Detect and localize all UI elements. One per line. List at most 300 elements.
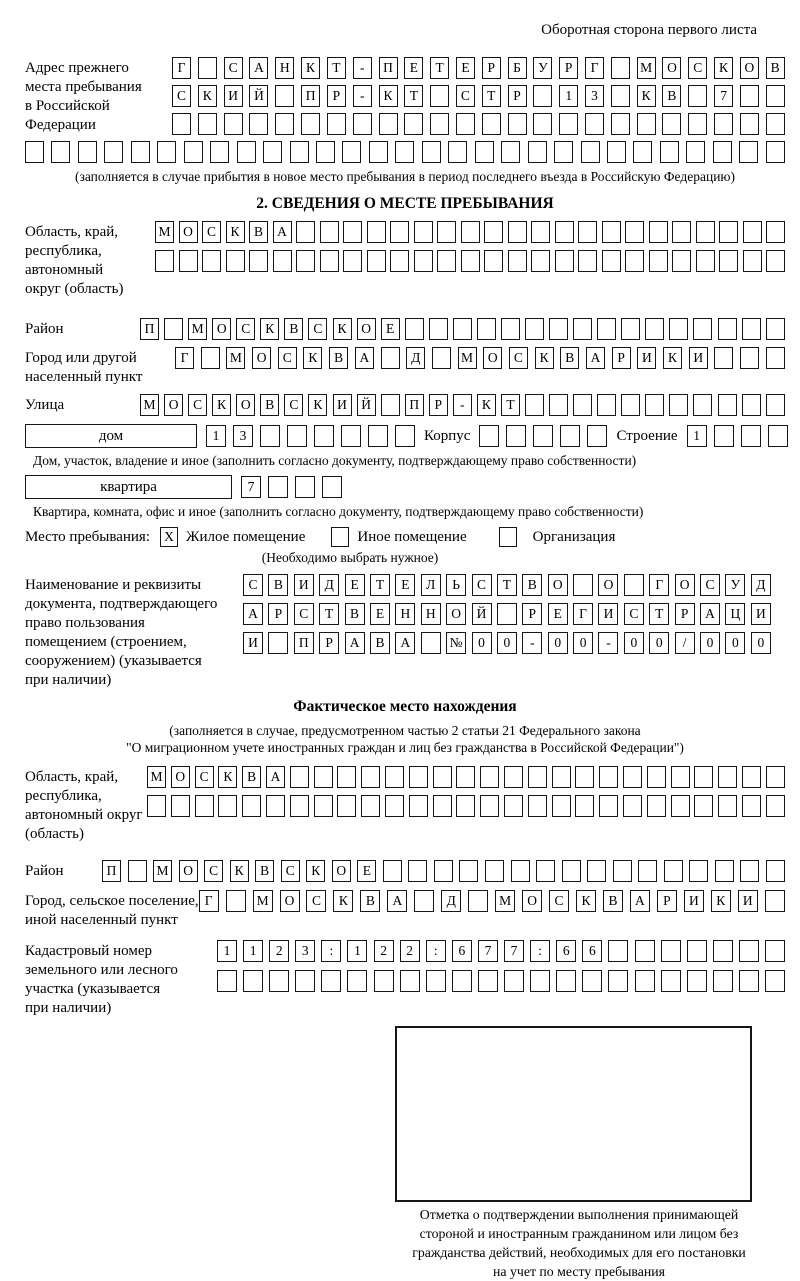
- char-cell[interactable]: [575, 795, 594, 817]
- char-cell[interactable]: [414, 890, 434, 912]
- char-cell[interactable]: [414, 221, 433, 243]
- char-cell[interactable]: [661, 940, 681, 962]
- char-cell[interactable]: В: [260, 394, 279, 416]
- char-cell[interactable]: [405, 318, 424, 340]
- char-cell[interactable]: [552, 795, 571, 817]
- char-cell[interactable]: Р: [327, 85, 346, 107]
- char-cell[interactable]: №: [446, 632, 466, 654]
- char-cell[interactable]: [647, 795, 666, 817]
- char-cell[interactable]: [128, 860, 147, 882]
- char-cell[interactable]: [689, 860, 708, 882]
- char-cell[interactable]: [343, 221, 362, 243]
- char-cell[interactable]: [587, 425, 607, 447]
- actual-district-grid-row[interactable]: [102, 860, 785, 882]
- char-cell[interactable]: [766, 860, 785, 882]
- char-cell[interactable]: [562, 860, 581, 882]
- char-cell[interactable]: [647, 766, 666, 788]
- char-cell[interactable]: [719, 250, 738, 272]
- char-cell[interactable]: -: [353, 85, 372, 107]
- char-cell[interactable]: [260, 425, 280, 447]
- char-cell[interactable]: [739, 970, 759, 992]
- char-cell[interactable]: С: [294, 603, 314, 625]
- char-cell[interactable]: С: [308, 318, 327, 340]
- char-cell[interactable]: А: [630, 890, 650, 912]
- char-cell[interactable]: О: [662, 57, 681, 79]
- street-grid-row[interactable]: [140, 394, 785, 416]
- char-cell[interactable]: И: [751, 603, 771, 625]
- char-cell[interactable]: [587, 860, 606, 882]
- char-cell[interactable]: [715, 860, 734, 882]
- char-cell[interactable]: [266, 795, 285, 817]
- char-cell[interactable]: [578, 221, 597, 243]
- char-cell[interactable]: [429, 318, 448, 340]
- char-cell[interactable]: Р: [319, 632, 339, 654]
- char-cell[interactable]: [766, 250, 785, 272]
- char-cell[interactable]: 6: [556, 940, 576, 962]
- char-cell[interactable]: [295, 476, 315, 498]
- char-cell[interactable]: [290, 766, 309, 788]
- char-cell[interactable]: Т: [501, 394, 520, 416]
- char-cell[interactable]: [131, 141, 150, 163]
- char-cell[interactable]: :: [426, 940, 446, 962]
- char-cell[interactable]: У: [725, 574, 745, 596]
- char-cell[interactable]: Т: [497, 574, 517, 596]
- char-cell[interactable]: [347, 970, 367, 992]
- char-cell[interactable]: [739, 940, 759, 962]
- char-cell[interactable]: О: [252, 347, 271, 369]
- char-cell[interactable]: [198, 113, 217, 135]
- char-cell[interactable]: [508, 250, 527, 272]
- char-cell[interactable]: [688, 113, 707, 135]
- char-cell[interactable]: С: [624, 603, 644, 625]
- char-cell[interactable]: [766, 766, 785, 788]
- char-cell[interactable]: [468, 890, 488, 912]
- char-cell[interactable]: [672, 221, 691, 243]
- char-cell[interactable]: [327, 113, 346, 135]
- char-cell[interactable]: /: [675, 632, 695, 654]
- char-cell[interactable]: [555, 250, 574, 272]
- char-cell[interactable]: У: [533, 57, 552, 79]
- char-cell[interactable]: [765, 940, 785, 962]
- char-cell[interactable]: [624, 574, 644, 596]
- char-cell[interactable]: В: [268, 574, 288, 596]
- char-cell[interactable]: [766, 113, 785, 135]
- char-cell[interactable]: 1: [217, 940, 237, 962]
- char-cell[interactable]: [528, 795, 547, 817]
- char-cell[interactable]: 2: [400, 940, 420, 962]
- char-cell[interactable]: [263, 141, 282, 163]
- char-cell[interactable]: [25, 141, 44, 163]
- char-cell[interactable]: [766, 318, 785, 340]
- char-cell[interactable]: Н: [421, 603, 441, 625]
- char-cell[interactable]: [295, 970, 315, 992]
- char-cell[interactable]: [361, 795, 380, 817]
- char-cell[interactable]: В: [242, 766, 261, 788]
- char-cell[interactable]: В: [249, 221, 268, 243]
- char-cell[interactable]: О: [179, 860, 198, 882]
- char-cell[interactable]: Т: [649, 603, 669, 625]
- char-cell[interactable]: Р: [559, 57, 578, 79]
- char-cell[interactable]: В: [370, 632, 390, 654]
- char-cell[interactable]: 0: [649, 632, 669, 654]
- char-cell[interactable]: [368, 425, 388, 447]
- char-cell[interactable]: [608, 940, 628, 962]
- char-cell[interactable]: [740, 85, 759, 107]
- char-cell[interactable]: Д: [751, 574, 771, 596]
- char-cell[interactable]: [226, 890, 246, 912]
- char-cell[interactable]: [104, 141, 123, 163]
- char-cell[interactable]: П: [405, 394, 424, 416]
- char-cell[interactable]: Г: [172, 57, 191, 79]
- char-cell[interactable]: Е: [456, 57, 475, 79]
- char-cell[interactable]: [51, 141, 70, 163]
- char-cell[interactable]: [625, 221, 644, 243]
- stay-type-checkbox-other[interactable]: [331, 527, 349, 547]
- char-cell[interactable]: [195, 795, 214, 817]
- char-cell[interactable]: Р: [675, 603, 695, 625]
- char-cell[interactable]: [301, 113, 320, 135]
- char-cell[interactable]: [743, 221, 762, 243]
- char-cell[interactable]: С: [456, 85, 475, 107]
- char-cell[interactable]: [649, 250, 668, 272]
- char-cell[interactable]: [621, 318, 640, 340]
- char-cell[interactable]: О: [446, 603, 466, 625]
- char-cell[interactable]: С: [236, 318, 255, 340]
- stay-type-checkbox-organization[interactable]: [499, 527, 517, 547]
- char-cell[interactable]: [765, 890, 785, 912]
- char-cell[interactable]: М: [188, 318, 207, 340]
- char-cell[interactable]: [456, 795, 475, 817]
- char-cell[interactable]: 0: [725, 632, 745, 654]
- char-cell[interactable]: Д: [406, 347, 425, 369]
- char-cell[interactable]: [243, 970, 263, 992]
- char-cell[interactable]: Г: [573, 603, 593, 625]
- char-cell[interactable]: П: [301, 85, 320, 107]
- char-cell[interactable]: [321, 970, 341, 992]
- char-cell[interactable]: [611, 113, 630, 135]
- char-cell[interactable]: [269, 970, 289, 992]
- char-cell[interactable]: [554, 141, 573, 163]
- char-cell[interactable]: [479, 425, 499, 447]
- char-cell[interactable]: 2: [374, 940, 394, 962]
- char-cell[interactable]: [623, 795, 642, 817]
- char-cell[interactable]: П: [140, 318, 159, 340]
- char-cell[interactable]: [433, 795, 452, 817]
- char-cell[interactable]: [480, 795, 499, 817]
- char-cell[interactable]: О: [164, 394, 183, 416]
- char-cell[interactable]: [504, 795, 523, 817]
- char-cell[interactable]: Е: [357, 860, 376, 882]
- char-cell[interactable]: -: [598, 632, 618, 654]
- char-cell[interactable]: [296, 221, 315, 243]
- cadastral-grid-row-1[interactable]: [217, 940, 785, 962]
- char-cell[interactable]: К: [226, 221, 245, 243]
- char-cell[interactable]: Г: [175, 347, 194, 369]
- char-cell[interactable]: 2: [269, 940, 289, 962]
- char-cell[interactable]: [482, 113, 501, 135]
- char-cell[interactable]: [533, 425, 553, 447]
- char-cell[interactable]: К: [212, 394, 231, 416]
- char-cell[interactable]: К: [333, 318, 352, 340]
- char-cell[interactable]: [742, 318, 761, 340]
- char-cell[interactable]: 3: [295, 940, 315, 962]
- char-cell[interactable]: [459, 860, 478, 882]
- char-cell[interactable]: [713, 940, 733, 962]
- char-cell[interactable]: И: [738, 890, 758, 912]
- char-cell[interactable]: [461, 250, 480, 272]
- char-cell[interactable]: [456, 766, 475, 788]
- char-cell[interactable]: [633, 141, 652, 163]
- prev-address-grid-row-3[interactable]: [172, 113, 785, 135]
- char-cell[interactable]: Р: [522, 603, 542, 625]
- char-cell[interactable]: В: [284, 318, 303, 340]
- char-cell[interactable]: 7: [241, 476, 261, 498]
- char-cell[interactable]: [478, 970, 498, 992]
- char-cell[interactable]: 0: [751, 632, 771, 654]
- char-cell[interactable]: С: [195, 766, 214, 788]
- char-cell[interactable]: [511, 860, 530, 882]
- char-cell[interactable]: [694, 766, 713, 788]
- char-cell[interactable]: [528, 766, 547, 788]
- char-cell[interactable]: К: [477, 394, 496, 416]
- char-cell[interactable]: Е: [395, 574, 415, 596]
- char-cell[interactable]: С: [224, 57, 243, 79]
- char-cell[interactable]: С: [204, 860, 223, 882]
- char-cell[interactable]: [485, 860, 504, 882]
- char-cell[interactable]: [531, 250, 550, 272]
- char-cell[interactable]: О: [548, 574, 568, 596]
- char-cell[interactable]: 0: [573, 632, 593, 654]
- char-cell[interactable]: С: [549, 890, 569, 912]
- char-cell[interactable]: М: [253, 890, 273, 912]
- char-cell[interactable]: [504, 970, 524, 992]
- char-cell[interactable]: В: [255, 860, 274, 882]
- char-cell[interactable]: [552, 766, 571, 788]
- char-cell[interactable]: [661, 970, 681, 992]
- char-cell[interactable]: [556, 970, 576, 992]
- char-cell[interactable]: И: [224, 85, 243, 107]
- char-cell[interactable]: [635, 940, 655, 962]
- char-cell[interactable]: [361, 766, 380, 788]
- char-cell[interactable]: 1: [687, 425, 707, 447]
- char-cell[interactable]: [669, 394, 688, 416]
- char-cell[interactable]: [718, 795, 737, 817]
- char-cell[interactable]: [172, 113, 191, 135]
- char-cell[interactable]: [559, 113, 578, 135]
- char-cell[interactable]: [611, 85, 630, 107]
- char-cell[interactable]: О: [280, 890, 300, 912]
- char-cell[interactable]: :: [321, 940, 341, 962]
- char-cell[interactable]: [367, 221, 386, 243]
- char-cell[interactable]: И: [598, 603, 618, 625]
- char-cell[interactable]: [696, 221, 715, 243]
- char-cell[interactable]: В: [360, 890, 380, 912]
- char-cell[interactable]: 3: [233, 425, 253, 447]
- char-cell[interactable]: А: [387, 890, 407, 912]
- char-cell[interactable]: 0: [624, 632, 644, 654]
- char-cell[interactable]: С: [688, 57, 707, 79]
- char-cell[interactable]: Г: [585, 57, 604, 79]
- char-cell[interactable]: [480, 766, 499, 788]
- char-cell[interactable]: [765, 970, 785, 992]
- char-cell[interactable]: [662, 113, 681, 135]
- char-cell[interactable]: [740, 113, 759, 135]
- char-cell[interactable]: [525, 394, 544, 416]
- char-cell[interactable]: П: [379, 57, 398, 79]
- char-cell[interactable]: [672, 250, 691, 272]
- char-cell[interactable]: [623, 766, 642, 788]
- prev-address-grid-row-2[interactable]: [172, 85, 785, 107]
- char-cell[interactable]: [437, 250, 456, 272]
- char-cell[interactable]: К: [711, 890, 731, 912]
- char-cell[interactable]: Р: [508, 85, 527, 107]
- char-cell[interactable]: :: [530, 940, 550, 962]
- char-cell[interactable]: С: [700, 574, 720, 596]
- char-cell[interactable]: М: [155, 221, 174, 243]
- char-cell[interactable]: [409, 766, 428, 788]
- char-cell[interactable]: [741, 425, 761, 447]
- char-cell[interactable]: [573, 394, 592, 416]
- char-cell[interactable]: Е: [345, 574, 365, 596]
- char-cell[interactable]: Т: [430, 57, 449, 79]
- char-cell[interactable]: [369, 141, 388, 163]
- document-grid-row-1[interactable]: [243, 574, 771, 596]
- char-cell[interactable]: [714, 113, 733, 135]
- char-cell[interactable]: [383, 860, 402, 882]
- char-cell[interactable]: [669, 318, 688, 340]
- char-cell[interactable]: [530, 970, 550, 992]
- char-cell[interactable]: С: [509, 347, 528, 369]
- actual-region-grid-row-2[interactable]: [147, 795, 785, 817]
- char-cell[interactable]: [555, 221, 574, 243]
- city-grid-row[interactable]: [175, 347, 785, 369]
- char-cell[interactable]: К: [535, 347, 554, 369]
- char-cell[interactable]: Т: [327, 57, 346, 79]
- char-cell[interactable]: [693, 318, 712, 340]
- char-cell[interactable]: [78, 141, 97, 163]
- char-cell[interactable]: [549, 394, 568, 416]
- char-cell[interactable]: [497, 603, 517, 625]
- char-cell[interactable]: М: [147, 766, 166, 788]
- char-cell[interactable]: [714, 347, 733, 369]
- char-cell[interactable]: М: [458, 347, 477, 369]
- char-cell[interactable]: Е: [404, 57, 423, 79]
- prev-address-grid-row-4[interactable]: [25, 141, 785, 163]
- char-cell[interactable]: [296, 250, 315, 272]
- char-cell[interactable]: [395, 425, 415, 447]
- char-cell[interactable]: [536, 860, 555, 882]
- char-cell[interactable]: [426, 970, 446, 992]
- char-cell[interactable]: К: [576, 890, 596, 912]
- char-cell[interactable]: [671, 795, 690, 817]
- char-cell[interactable]: [433, 766, 452, 788]
- char-cell[interactable]: [582, 970, 602, 992]
- char-cell[interactable]: Т: [370, 574, 390, 596]
- char-cell[interactable]: [718, 394, 737, 416]
- char-cell[interactable]: К: [637, 85, 656, 107]
- char-cell[interactable]: В: [329, 347, 348, 369]
- char-cell[interactable]: Р: [268, 603, 288, 625]
- char-cell[interactable]: [218, 795, 237, 817]
- char-cell[interactable]: О: [598, 574, 618, 596]
- char-cell[interactable]: 6: [582, 940, 602, 962]
- char-cell[interactable]: С: [472, 574, 492, 596]
- char-cell[interactable]: [508, 221, 527, 243]
- char-cell[interactable]: [409, 795, 428, 817]
- char-cell[interactable]: [430, 85, 449, 107]
- char-cell[interactable]: О: [740, 57, 759, 79]
- char-cell[interactable]: [452, 970, 472, 992]
- char-cell[interactable]: Р: [482, 57, 501, 79]
- char-cell[interactable]: [337, 766, 356, 788]
- char-cell[interactable]: Е: [548, 603, 568, 625]
- char-cell[interactable]: В: [345, 603, 365, 625]
- char-cell[interactable]: М: [637, 57, 656, 79]
- char-cell[interactable]: [268, 632, 288, 654]
- char-cell[interactable]: [664, 860, 683, 882]
- char-cell[interactable]: [157, 141, 176, 163]
- char-cell[interactable]: [437, 221, 456, 243]
- char-cell[interactable]: А: [273, 221, 292, 243]
- char-cell[interactable]: [638, 860, 657, 882]
- char-cell[interactable]: [290, 795, 309, 817]
- korpus-grid[interactable]: [479, 425, 607, 447]
- char-cell[interactable]: [621, 394, 640, 416]
- char-cell[interactable]: [320, 250, 339, 272]
- char-cell[interactable]: П: [102, 860, 121, 882]
- char-cell[interactable]: [718, 766, 737, 788]
- char-cell[interactable]: С: [278, 347, 297, 369]
- char-cell[interactable]: [531, 221, 550, 243]
- char-cell[interactable]: [573, 574, 593, 596]
- char-cell[interactable]: [766, 347, 785, 369]
- char-cell[interactable]: [400, 970, 420, 992]
- char-cell[interactable]: [740, 860, 759, 882]
- char-cell[interactable]: [385, 795, 404, 817]
- char-cell[interactable]: [599, 795, 618, 817]
- char-cell[interactable]: Б: [508, 57, 527, 79]
- char-cell[interactable]: Й: [249, 85, 268, 107]
- char-cell[interactable]: О: [675, 574, 695, 596]
- char-cell[interactable]: К: [230, 860, 249, 882]
- char-cell[interactable]: [395, 141, 414, 163]
- char-cell[interactable]: [635, 970, 655, 992]
- char-cell[interactable]: С: [202, 221, 221, 243]
- char-cell[interactable]: [687, 970, 707, 992]
- char-cell[interactable]: [613, 860, 632, 882]
- char-cell[interactable]: -: [522, 632, 542, 654]
- char-cell[interactable]: К: [663, 347, 682, 369]
- char-cell[interactable]: [237, 141, 256, 163]
- char-cell[interactable]: [671, 766, 690, 788]
- char-cell[interactable]: [385, 766, 404, 788]
- char-cell[interactable]: 1: [559, 85, 578, 107]
- char-cell[interactable]: К: [260, 318, 279, 340]
- char-cell[interactable]: К: [303, 347, 322, 369]
- char-cell[interactable]: В: [603, 890, 623, 912]
- char-cell[interactable]: [694, 795, 713, 817]
- char-cell[interactable]: А: [345, 632, 365, 654]
- char-cell[interactable]: О: [332, 860, 351, 882]
- char-cell[interactable]: 7: [504, 940, 524, 962]
- char-cell[interactable]: А: [243, 603, 263, 625]
- char-cell[interactable]: [645, 394, 664, 416]
- actual-city-grid-row[interactable]: [199, 890, 785, 912]
- char-cell[interactable]: О: [522, 890, 542, 912]
- char-cell[interactable]: С: [306, 890, 326, 912]
- char-cell[interactable]: 7: [714, 85, 733, 107]
- char-cell[interactable]: [768, 425, 788, 447]
